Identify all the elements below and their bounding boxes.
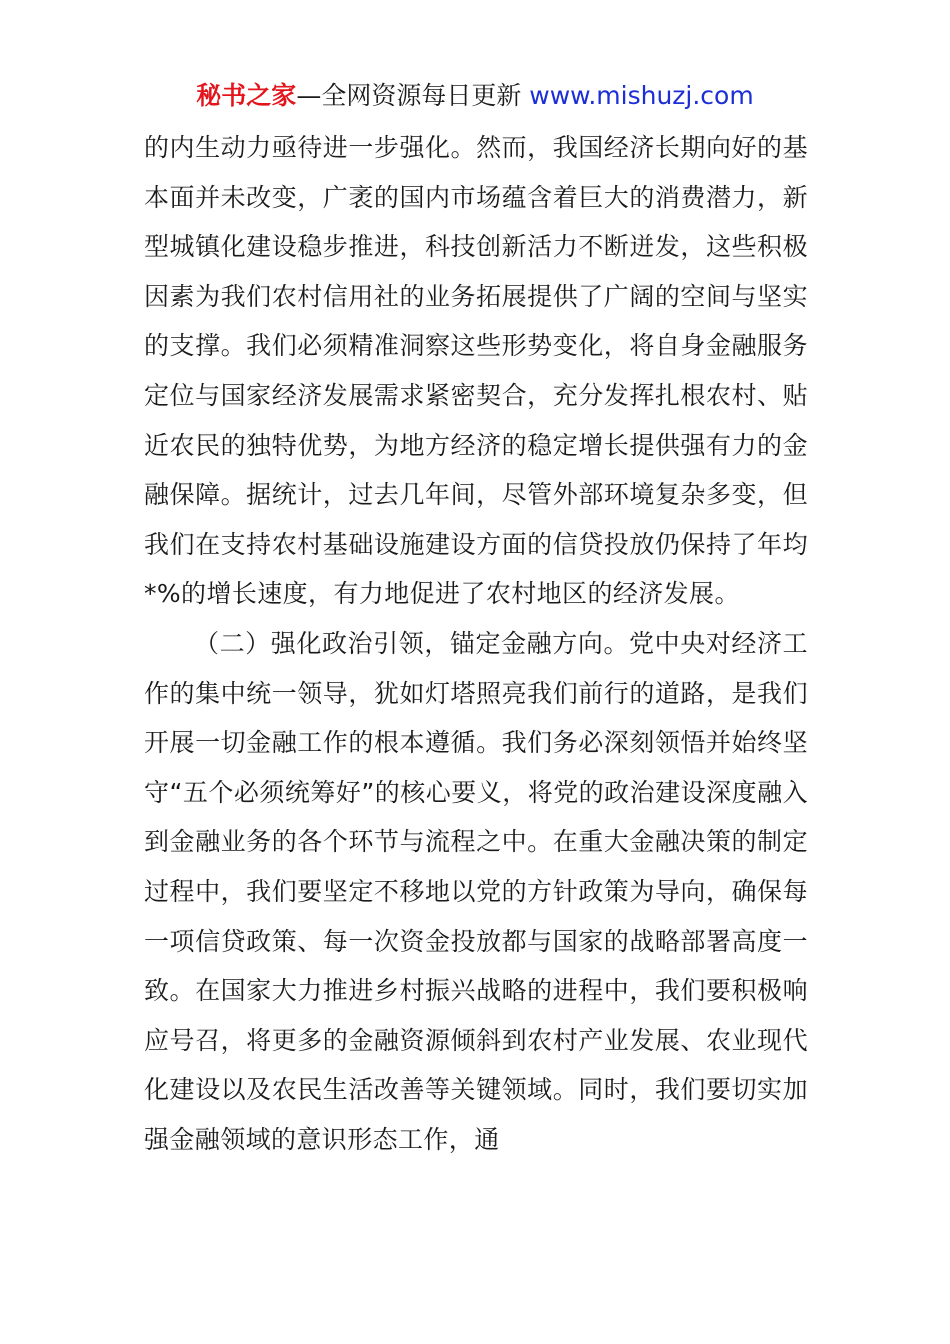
document-body — [144, 123, 808, 1164]
brand-name: 秘书之家 — [196, 81, 297, 110]
paragraph-section-two: （二）强化政治引领，锚定金融方向。党中央对经济工作的集中统一领导，犹如灯塔照亮我们前行的道路，是我们开展一切金融工作的根本遵循。我们务必深刻领悟并始终坚守“五个必须统筹好”的核心要义，将党的政治建设深度融入到金融业务的各个环节与流程之中。在重大金融决策的制定过程中，我们要坚定不移地以党的方针政策为导向，确保每一项信贷政策、每一次资金投放都与国家的战略部署高度一致。在国家大力推进乡村振兴战略的进程中，我们要积极响应号召，将更多的金融资源倾斜到农村产业发展、农业现代化建设以及农民生活改善等关键领域。同时，我们要切实加强金融领域的意识形态工作，通 — [144, 628, 808, 1154]
header-tagline: —全网资源每日更新 — [296, 81, 522, 110]
site-url-link[interactable]: www.mishuzj.com — [529, 81, 754, 110]
paragraph-continuation: 的内生动力亟待进一步强化。然而，我国经济长期向好的基本面并未改变，广袤的国内市场蕴含着巨大的消费潜力，新型城镇化建设稳步推进，科技创新活力不断迸发，这些积极因素为我们农村信用社的业务拓展提供了广阔的空间与坚实的支撑。我们必须精准洞察这些形势变化，将自身金融服务定位与国家经济发展需求紧密契合，充分发挥扎根农村、贴近农民的独特优势，为地方经济的稳定增长提供强有力的金融保障。据统计，过去几年间，尽管外部环境复杂多变，但我们在支持农村基础设施建设方面的信贷投放仍保持了年均*%的增长速度，有力地促进了农村地区的经济发展。 — [144, 133, 808, 609]
page-header — [0, 80, 950, 112]
